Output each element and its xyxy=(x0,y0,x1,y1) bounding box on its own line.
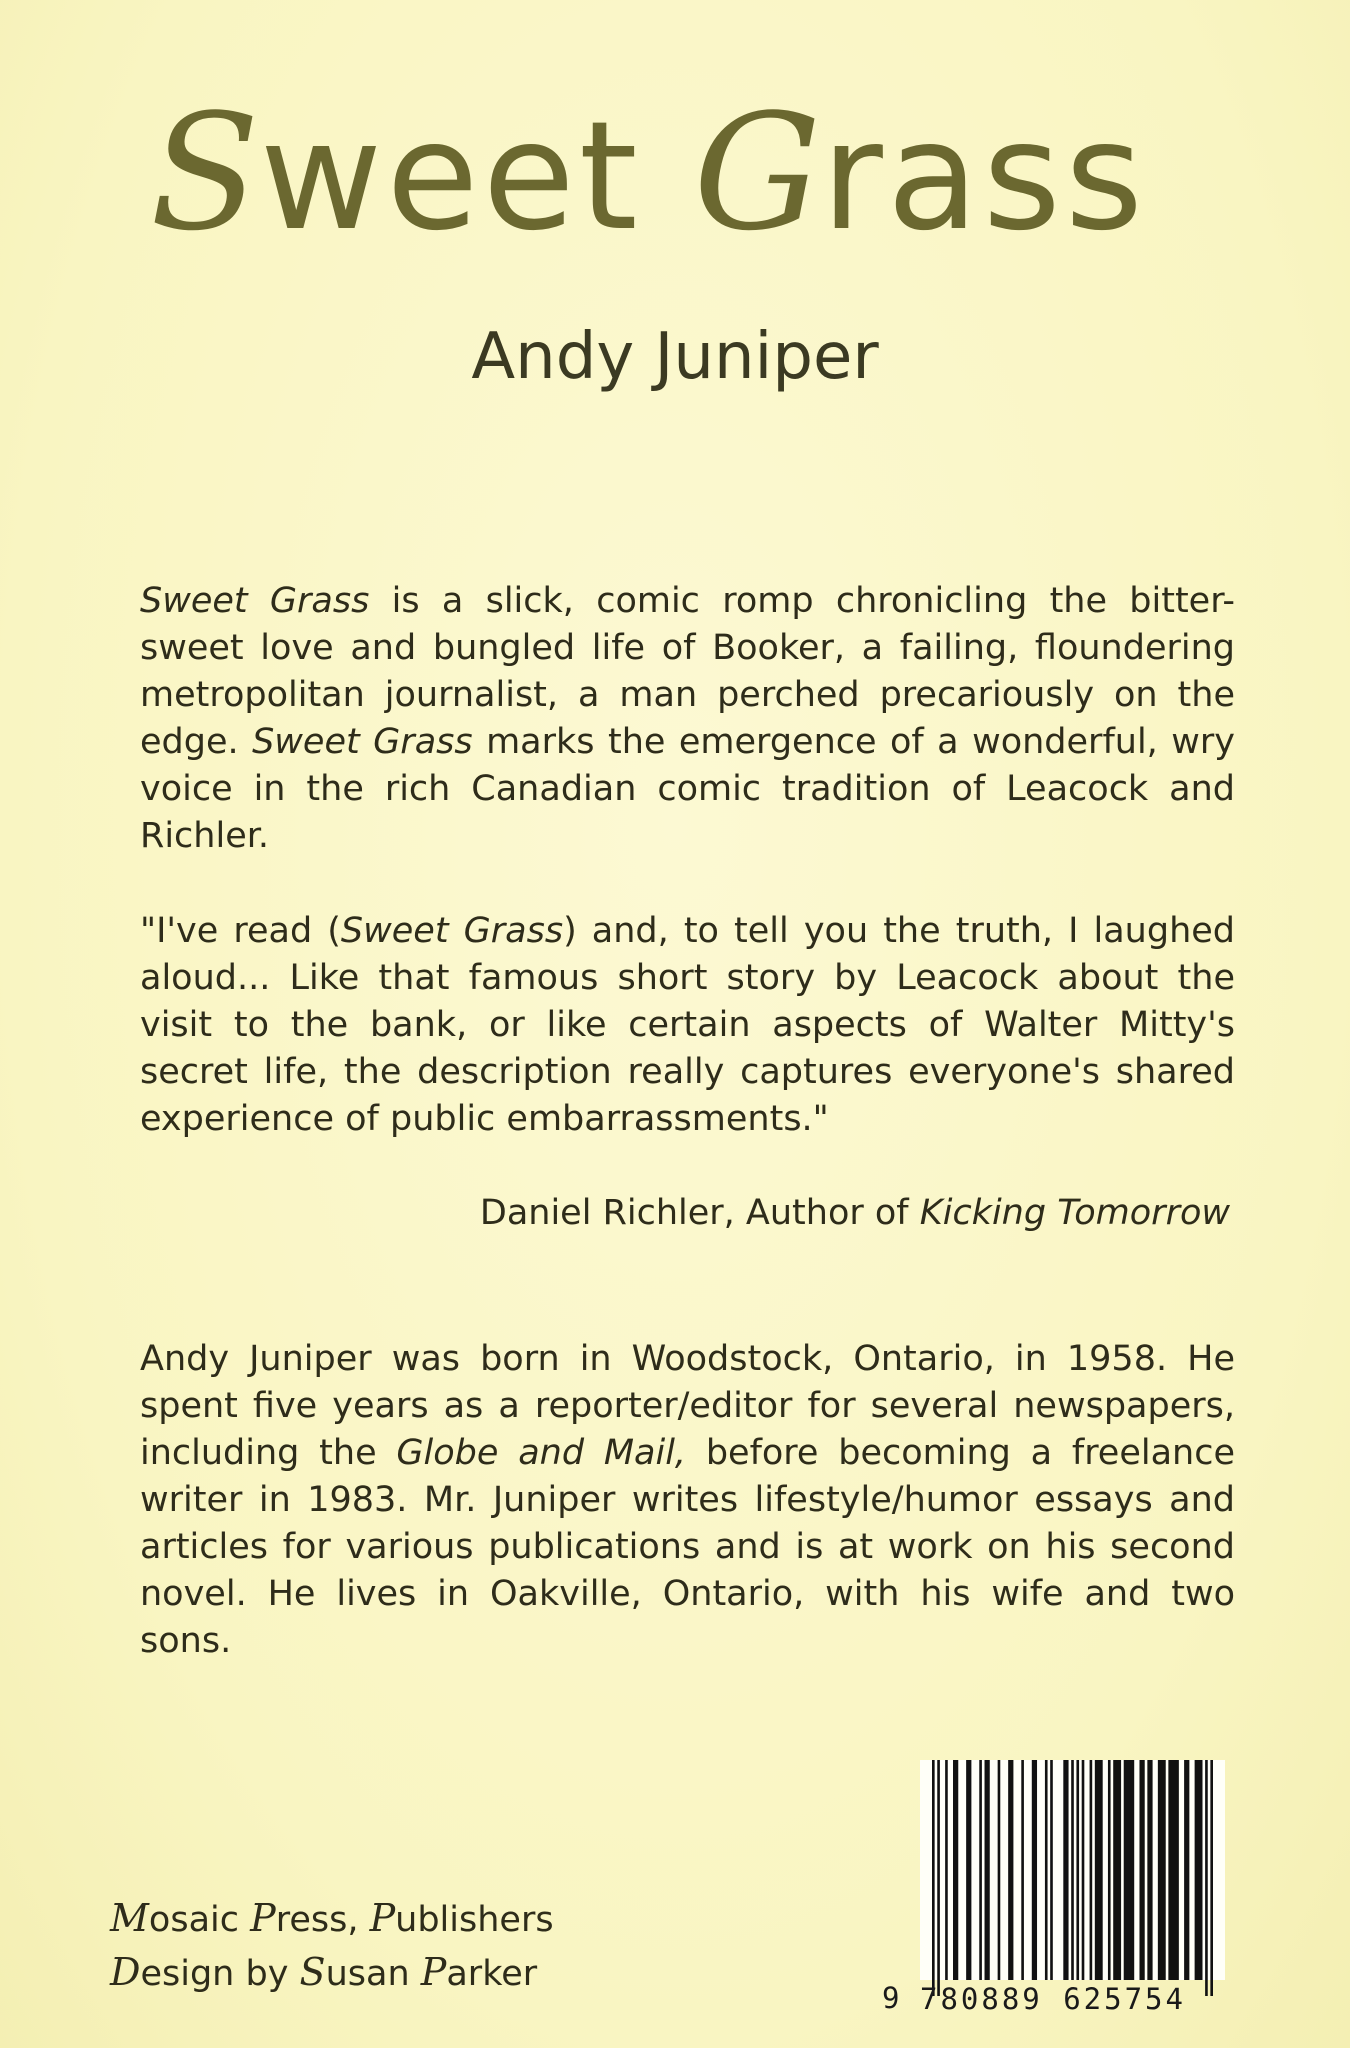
barcode-bar xyxy=(985,1760,990,1980)
barcode-bar xyxy=(1184,1760,1189,1980)
bio-text-1: Andy Juniper was born in Woodstock, Ontario, in 1958. He spent five years as a reporter/editor for several newspapers, including the xyxy=(140,1339,1235,1473)
barcode-bar xyxy=(953,1760,958,1980)
barcode-bar xyxy=(966,1760,971,1980)
barcode-lead-digit: 9 xyxy=(882,1981,900,2015)
barcode-bar xyxy=(1050,1760,1053,1980)
book-title xyxy=(150,78,1270,272)
script-initial: P xyxy=(250,1896,276,1940)
title-word-1: weet xyxy=(259,90,694,264)
quote-attribution xyxy=(480,1190,1230,1237)
credit-text: ress, xyxy=(275,1900,370,1940)
barcode-bar xyxy=(932,1760,935,1996)
script-initial: D xyxy=(110,1950,141,1994)
quote-text-1: "I've read ( xyxy=(140,911,341,951)
barcode-bar xyxy=(1021,1760,1024,1980)
publisher-line xyxy=(110,1892,554,1946)
barcode-bar xyxy=(1195,1760,1203,1980)
barcode-bar xyxy=(1090,1760,1093,1980)
barcode-bar xyxy=(937,1760,940,1996)
author-bio xyxy=(140,1336,1235,1665)
barcode-bar xyxy=(1071,1760,1074,1980)
script-initial: M xyxy=(110,1896,149,1940)
review-quote xyxy=(140,908,1235,1143)
credit-text: osaic xyxy=(148,1900,251,1940)
barcode-number: 780889 625754 xyxy=(920,1982,1186,2016)
barcode-bar xyxy=(1147,1760,1152,1980)
attribution-work: Kicking Tomorrow xyxy=(919,1193,1230,1233)
quote-title-ref: Sweet Grass xyxy=(340,911,564,951)
barcode-bar xyxy=(1032,1760,1037,1980)
blurb-text-1: is a slick, comic romp chronicling the bitter-sweet love and bungled life of Booker, a failing, floundering metropolitan journalist, a man perched precariously on the edge. xyxy=(140,581,1235,762)
script-initial: S xyxy=(299,1950,326,1994)
title-initial-s: S xyxy=(150,79,260,266)
credits xyxy=(110,1892,554,2000)
title-word-2: rass xyxy=(821,90,1148,264)
credit-text: ublishers xyxy=(395,1900,554,1940)
attribution-text: Daniel Richler, Author of xyxy=(479,1193,920,1233)
barcode-bar xyxy=(1008,1760,1013,1980)
barcode-bar xyxy=(1168,1760,1179,1980)
barcode-bar xyxy=(998,1760,1001,1980)
barcode-bar xyxy=(1158,1760,1166,1980)
barcode-bar xyxy=(1095,1760,1103,1980)
isbn-barcode xyxy=(920,1760,1225,2016)
barcode-bar xyxy=(945,1760,948,1980)
author-name: Andy Juniper xyxy=(471,320,879,394)
credit-text: usan xyxy=(325,1954,421,1994)
book-blurb xyxy=(140,578,1235,860)
blurb-title-ref: Sweet Grass xyxy=(252,722,473,762)
barcode-bar xyxy=(1124,1760,1135,1980)
credit-text: esign by xyxy=(140,1954,300,1994)
barcode-bars xyxy=(932,1760,1213,1996)
design-credit-line xyxy=(110,1946,554,2000)
barcode-bar xyxy=(1113,1760,1121,1980)
title-initial-g: G xyxy=(693,79,822,266)
bio-text-2: before becoming a freelance writer in 1983. Mr. Juniper writes lifestyle/humor essays and articles for various publications and is at work on his second novel. He lives in Oakville, Ontario, with his wife and two sons. xyxy=(140,1433,1236,1661)
barcode-bar xyxy=(1082,1760,1085,1980)
barcode-bar xyxy=(1205,1760,1208,1996)
bio-publication: Globe and Mail, xyxy=(396,1433,687,1473)
script-initial: P xyxy=(420,1950,447,1994)
quote-text-2: ) and, to tell you the truth, I laughed aloud... Like that famous short story by Leacock about the visit to the bank, or like certain aspects of Walter Mitty's secret life, the description really captures everyone's shared experience of public embarrassments." xyxy=(140,911,1236,1139)
barcode-bar xyxy=(1045,1760,1048,1980)
barcode-bar xyxy=(1108,1760,1111,1980)
blurb-text-2: marks the emergence of a wonderful, wry voice in the rich Canadian comic tradition of Leacock and Richler. xyxy=(140,722,1235,856)
blurb-title-ref: Sweet Grass xyxy=(140,581,370,621)
barcode-bar xyxy=(1076,1760,1079,1980)
script-initial: P xyxy=(369,1896,396,1940)
barcode-bar xyxy=(979,1760,982,1980)
barcode-bar xyxy=(1063,1760,1068,1980)
credit-text: arker xyxy=(446,1954,538,1994)
barcode-bar xyxy=(1139,1760,1144,1980)
barcode-bar xyxy=(1210,1760,1213,1996)
